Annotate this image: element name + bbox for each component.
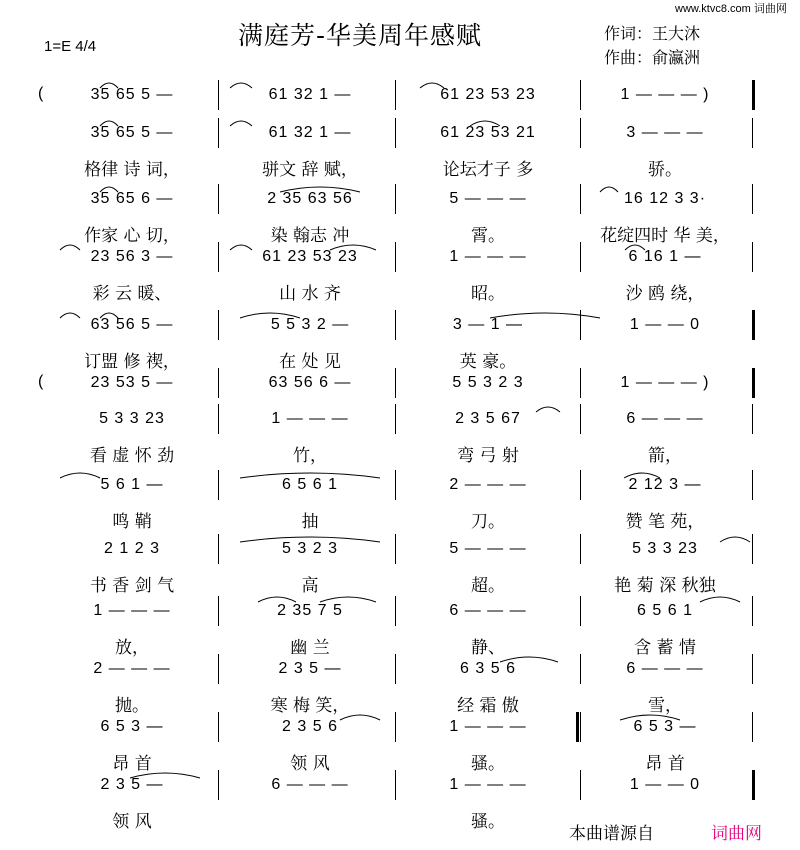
lyric-segment: 论坛才子 多	[442, 159, 534, 180]
lyric-segment: 染 翰志 冲	[270, 225, 350, 246]
measure-notes: 6 — — —	[271, 776, 349, 793]
lyric-segment: 骚。	[471, 753, 505, 774]
measure-notes: 2 35 63 56	[267, 190, 353, 207]
lyric-segment: 订盟 修 禊，	[84, 351, 180, 372]
lyric-segment: 领 风	[290, 753, 330, 774]
slur-arc	[330, 245, 376, 250]
measure-notes: 6 3 5 6	[460, 660, 516, 677]
measure-notes: 6 5 3 —	[100, 718, 164, 735]
slur-arc	[240, 537, 380, 542]
composer-credit: 作曲：俞瀛洲	[604, 48, 701, 67]
measure-notes: 5 — — —	[449, 190, 527, 207]
lyric-segment: 彩 云 暖、	[92, 283, 172, 304]
slur-arc	[625, 245, 645, 250]
lyric-segment: 沙 鸥 绕，	[625, 283, 705, 304]
slur-arc	[258, 597, 296, 602]
measure-notes: 1 — — 0	[629, 776, 701, 793]
measure-notes: 5 5 3 2 3	[452, 374, 524, 391]
measure-notes: 5 3 3 23	[99, 410, 165, 427]
measure-notes: 35 65 6 —	[90, 190, 174, 207]
measure-notes: 2 35 7 5	[277, 602, 343, 619]
measure-notes: 1 — — —	[93, 602, 171, 619]
measure-notes: 2 — — —	[93, 660, 171, 677]
measure-notes: 1 — — —	[449, 776, 527, 793]
lyric-segment: 超。	[471, 575, 505, 596]
lyric-segment: 霄。	[471, 225, 505, 246]
measure-notes: 61 32 1 —	[268, 124, 352, 141]
lyric-segment: 昭。	[471, 283, 505, 304]
measure-notes: 6 — — —	[626, 410, 704, 427]
lyric-segment: 骈文 辞 赋，	[262, 159, 358, 180]
lyric-segment: 幽 兰	[290, 637, 330, 658]
lyric-segment: 在 处 见	[279, 351, 341, 372]
lyric-segment: 寒 梅 笑，	[270, 695, 350, 716]
measure-notes: 5 3 3 23	[632, 540, 698, 557]
lyric-segment: 赞 笔 苑，	[625, 511, 705, 532]
measure-notes: 2 3 5 —	[278, 660, 342, 677]
lyric-segment: 鸣 鞘	[112, 511, 152, 532]
lyric-segment: 格律 诗 词，	[84, 159, 180, 180]
measure-notes: 2 — — —	[449, 476, 527, 493]
measure-notes: 6 5 6 1	[282, 476, 338, 493]
measure-notes: 6 16 1 —	[628, 248, 702, 265]
lyric-segment: 刀。	[471, 511, 505, 532]
lyric-segment: 箭，	[648, 445, 682, 466]
slur-arc	[470, 121, 500, 126]
site-watermark: www.ktvc8.com 词曲网	[675, 3, 787, 15]
slur-arc	[720, 537, 750, 542]
repeat-open-paren: (	[38, 85, 44, 102]
measure-notes: 6 5 6 1	[637, 602, 693, 619]
lyric-segment: 高	[301, 575, 319, 596]
measure-notes: 61 23 53 23	[440, 86, 536, 103]
lyricist-credit: 作词：王大沐	[604, 24, 701, 43]
measure-notes: 23 53 5 —	[90, 374, 174, 391]
measure-notes: 2 1 2 3	[104, 540, 160, 557]
lyric-segment: 书 香 剑 气	[89, 575, 175, 596]
lyric-segment: 静、	[471, 637, 505, 658]
repeat-open-paren: (	[38, 373, 44, 390]
measure-notes: 2 12 3 —	[628, 476, 702, 493]
lyric-segment: 经 霜 傲	[457, 695, 519, 716]
measure-notes: 3 — 1 —	[452, 316, 524, 333]
measure-notes: 2 3 5 67	[455, 410, 521, 427]
slur-arc	[620, 715, 680, 720]
measure-notes: 1 — — — )	[620, 86, 710, 103]
slur-arc	[60, 473, 100, 478]
slur-arc	[700, 597, 740, 602]
measure-notes: 16 12 3 3·	[623, 190, 707, 207]
lyric-segment: 作家 心 切，	[84, 225, 180, 246]
measure-notes: 6 5 3 —	[633, 718, 697, 735]
slur-arc	[500, 657, 558, 662]
slur-arc	[130, 773, 200, 778]
measure-notes: 61 23 53 23	[262, 248, 358, 265]
slur-arc	[100, 83, 118, 88]
lyric-segment: 放，	[115, 637, 149, 658]
slur-arc	[230, 121, 252, 126]
lyric-segment: 英 豪。	[459, 351, 517, 372]
source-text: 本曲谱源自	[569, 824, 654, 844]
measure-notes: 6 — — —	[449, 602, 527, 619]
measure-notes: 5 6 1 —	[100, 476, 164, 493]
measure-notes: 2 3 5 6	[282, 718, 338, 735]
measure-notes: 35 65 5 —	[90, 124, 174, 141]
lyric-segment: 雪，	[648, 695, 682, 716]
lyric-segment: 看 虚 怀 劲	[89, 445, 175, 466]
slur-arc	[340, 715, 380, 720]
slur-arc	[100, 187, 118, 192]
slur-arc	[320, 597, 376, 602]
slur-arc	[230, 83, 252, 88]
page-title: 满庭芳-华美周年感赋	[238, 21, 483, 50]
lyric-segment: 领 风	[112, 811, 152, 832]
lyric-segment: 艳 菊 深 秋独	[614, 575, 716, 596]
lyric-segment: 抽	[301, 511, 319, 532]
slur-arc	[420, 83, 444, 88]
slur-arc	[280, 187, 360, 192]
measure-notes: 23 56 3 —	[90, 248, 174, 265]
measure-notes: 5 3 2 3	[282, 540, 338, 557]
measure-notes: 5 5 3 2 —	[270, 316, 350, 333]
slur-arc	[100, 313, 118, 318]
measure-notes: 1 — — — )	[620, 374, 710, 391]
measure-notes: 5 — — —	[449, 540, 527, 557]
lyric-segment: 含 蓄 情	[634, 637, 696, 658]
lyric-segment: 弯 弓 射	[457, 445, 519, 466]
source-brand: 词曲网	[711, 824, 762, 844]
lyric-segment: 花绽四时 华 美，	[600, 225, 730, 246]
measure-notes: 63 56 6 —	[268, 374, 352, 391]
measure-notes: 3 — — —	[626, 124, 704, 141]
measure-notes: 61 32 1 —	[268, 86, 352, 103]
measure-notes: 2 3 5 —	[100, 776, 164, 793]
measure-notes: 1 — — —	[449, 248, 527, 265]
slur-arc	[624, 473, 660, 478]
lyric-segment: 竹，	[293, 445, 327, 466]
measure-notes: 1 — — —	[449, 718, 527, 735]
slur-arc	[600, 187, 618, 192]
measure-notes: 6 — — —	[626, 660, 704, 677]
measure-notes: 1 — — 0	[629, 316, 701, 333]
measure-notes: 61 23 53 21	[440, 124, 536, 141]
lyric-segment: 骄。	[648, 159, 682, 180]
slur-arc	[490, 313, 600, 318]
measure-notes: 63 56 5 —	[90, 316, 174, 333]
lyric-segment: 昂 首	[112, 753, 152, 774]
slur-arc	[60, 245, 80, 250]
lyric-segment: 骚。	[471, 811, 505, 832]
measure-notes: 35 65 5 —	[90, 86, 174, 103]
slur-arc	[240, 313, 300, 318]
key-signature: 1=E 4/4	[44, 38, 97, 55]
measure-notes: 1 — — —	[271, 410, 349, 427]
slur-arc	[60, 313, 80, 318]
slur-arc	[100, 121, 118, 126]
lyric-segment: 抛。	[115, 695, 149, 716]
slur-arc	[536, 407, 560, 412]
lyric-segment: 昂 首	[645, 753, 685, 774]
slur-arc	[240, 473, 380, 478]
slur-arc	[230, 245, 252, 250]
lyric-segment: 山 水 齐	[279, 283, 341, 304]
